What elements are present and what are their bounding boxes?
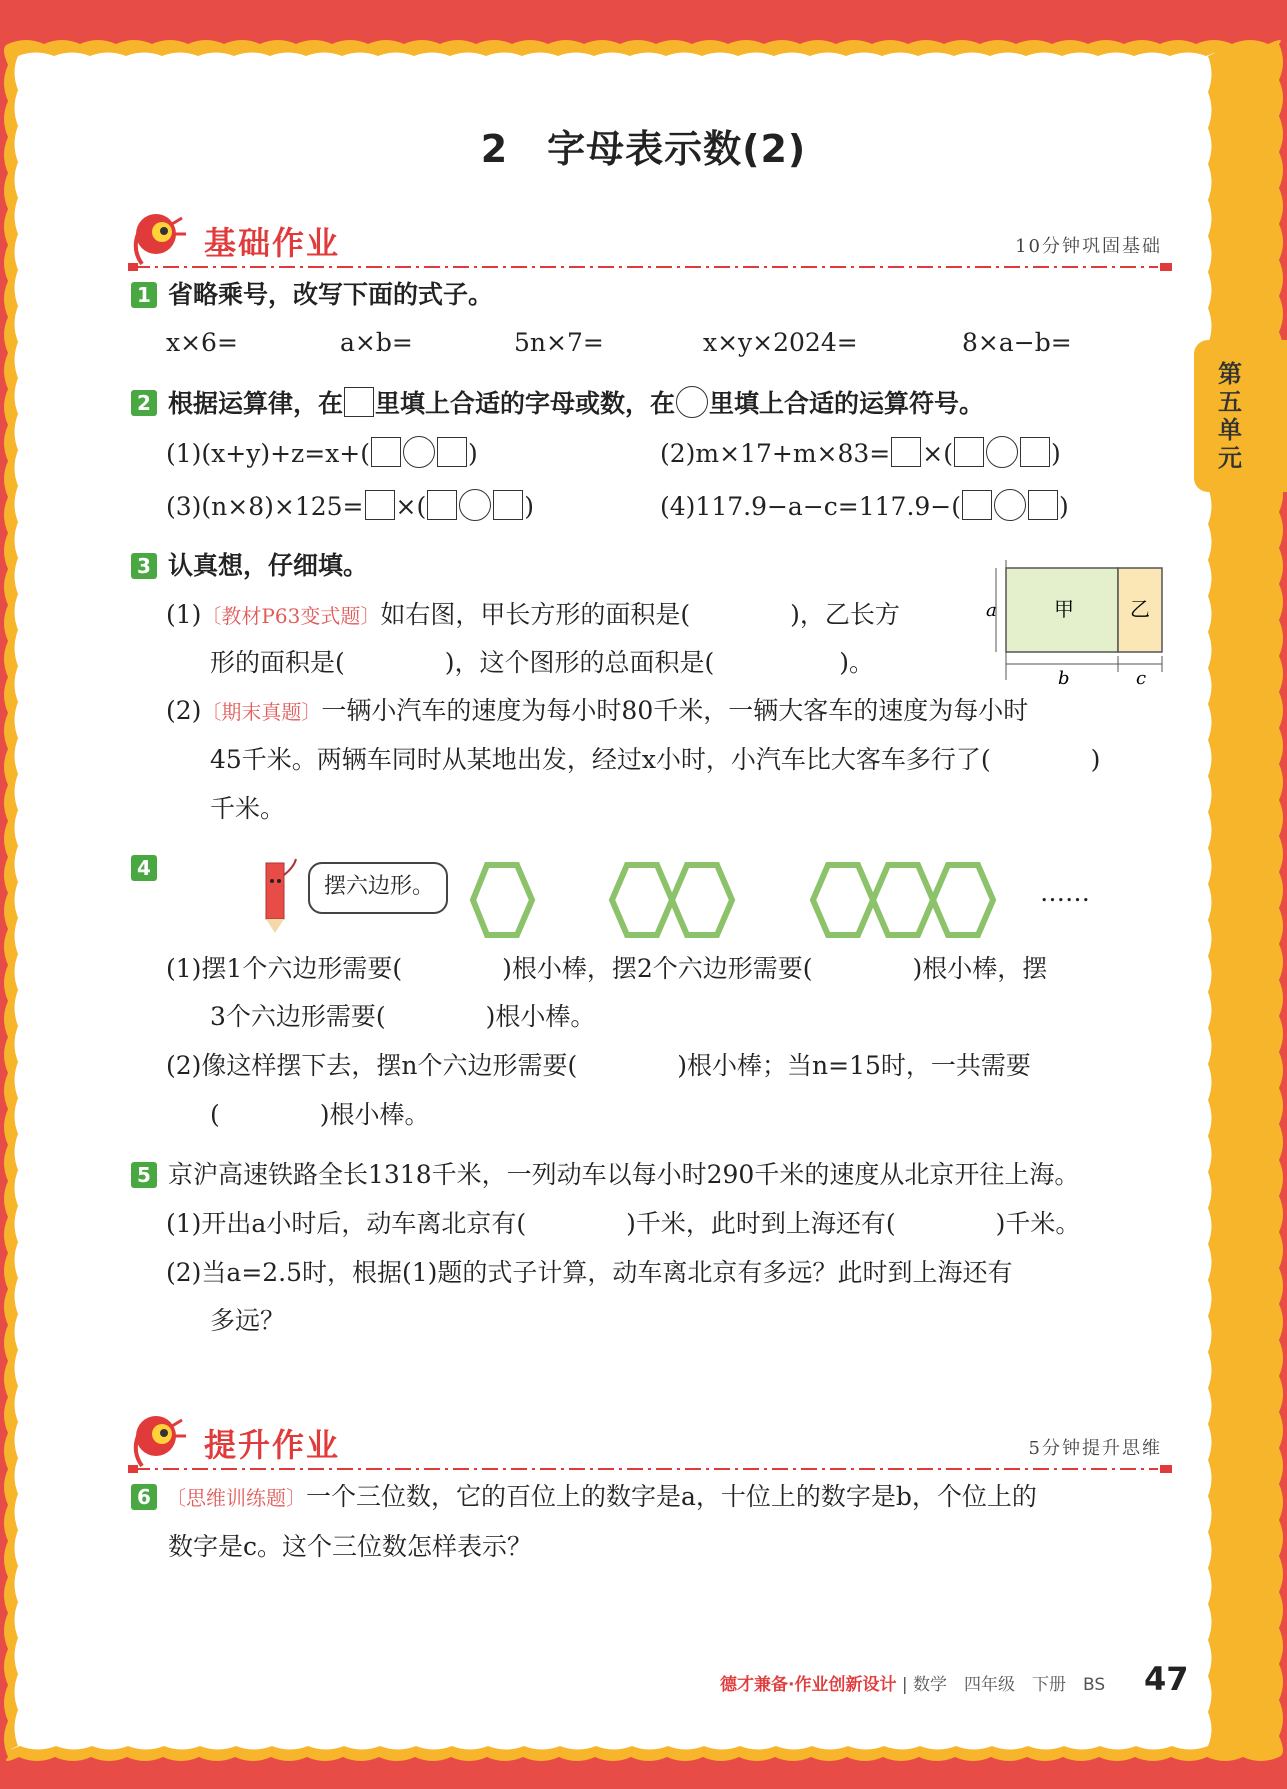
operator-circle[interactable] <box>403 436 435 468</box>
answer-box[interactable] <box>371 437 401 467</box>
mascot-icon <box>128 1412 188 1470</box>
answer-box[interactable] <box>954 437 984 467</box>
section-divider <box>128 262 1174 272</box>
square-icon <box>344 387 374 417</box>
question-number-1: 1 <box>131 282 157 308</box>
q2-stem <box>168 386 984 421</box>
q1-item-3: 5n×7= <box>514 328 604 357</box>
section-advanced-title: 提升作业 <box>204 1426 341 1464</box>
q3-part-2-cont: 45千米。两辆车同时从某地出发，经过x小时，小汽车比大客车多行了( ) <box>210 745 1101 774</box>
section-advanced-subtitle: 5分钟提升思维 <box>1028 1438 1162 1459</box>
footer <box>720 1670 1105 1695</box>
q2-part-3: (3)(n×8)×125= ×( ) <box>166 489 534 524</box>
section-divider <box>128 1464 1174 1474</box>
q4-part-1: (1)摆1个六边形需要( )根小棒，摆2个六边形需要( )根小棒，摆 <box>166 954 1048 983</box>
q1-item-5: 8×a−b= <box>962 328 1072 357</box>
speech-bubble <box>308 862 448 914</box>
speech-bubble-text: 摆六边形。 <box>324 874 435 899</box>
q1-stem: 省略乘号，改写下面的式子。 <box>168 280 494 309</box>
q4-ellipsis: …… <box>1040 878 1090 907</box>
footer-brand: 德才兼备·作业创新设计 <box>720 1675 897 1695</box>
operator-circle[interactable] <box>986 436 1018 468</box>
q3-part-2-cont2: 千米。 <box>210 794 286 823</box>
hexagon-sticks-figure <box>460 845 1020 955</box>
section-basic-subtitle: 10分钟巩固基础 <box>1015 236 1162 257</box>
label-jia: 甲 <box>1054 597 1074 621</box>
answer-box[interactable] <box>891 437 921 467</box>
q5-part-2: (2)当a=2.5时，根据(1)题的式子计算，动车离北京有多远？此时到上海还有 <box>166 1258 1013 1287</box>
section-advanced-header <box>128 1412 1174 1472</box>
q2-stem-c: 里填上合适的运算符号。 <box>709 389 985 418</box>
question-number-2: 2 <box>131 390 157 416</box>
q5-part-1: (1)开出a小时后，动车离北京有( )千米，此时到上海还有( )千米。 <box>166 1209 1081 1238</box>
label-a: a <box>986 600 997 621</box>
question-number-3: 3 <box>131 553 157 579</box>
q6-text-cont: 数字是c。这个三位数怎样表示？ <box>168 1532 533 1561</box>
label-c: c <box>1136 668 1147 688</box>
q2-stem-b: 里填上合适的字母或数，在 <box>375 389 676 418</box>
q5-part-2-cont: 多远？ <box>210 1306 286 1335</box>
source-tag: 〔期末真题〕 <box>201 700 322 724</box>
answer-box[interactable] <box>493 490 523 520</box>
pencil-mascot-icon <box>252 855 300 935</box>
q3-part-1-cont: 形的面积是( )，这个图形的总面积是( )。 <box>210 648 875 677</box>
operator-circle[interactable] <box>459 489 491 521</box>
page-number: 47 <box>1144 1660 1189 1698</box>
q4-part-2: (2)像这样摆下去，摆n个六边形需要( )根小棒；当n=15时，一共需要 <box>166 1051 1031 1080</box>
q6-text: 〔思维训练题〕一个三位数，它的百位上的数字是a，十位上的数字是b，个位上的 <box>166 1482 1037 1511</box>
answer-box[interactable] <box>1020 437 1050 467</box>
operator-circle[interactable] <box>994 489 1026 521</box>
answer-box[interactable] <box>427 490 457 520</box>
q2-stem-a: 根据运算律，在 <box>168 389 344 418</box>
section-basic-header <box>128 210 1174 270</box>
q3-part-2: (2)〔期末真题〕一辆小汽车的速度为每小时80千米，一辆大客车的速度为每小时 <box>166 696 1029 725</box>
source-tag: 〔教材P63变式题〕 <box>201 604 381 628</box>
q4-part-1-cont: 3个六边形需要( )根小棒。 <box>210 1002 596 1031</box>
unit-tab <box>1194 340 1287 492</box>
section-basic-title: 基础作业 <box>204 224 341 262</box>
page-title: 2 字母表示数(2) <box>480 127 807 171</box>
q2-part-1: (1)(x+y)+z=x+( ) <box>166 436 478 471</box>
rectangle-figure <box>978 560 1178 688</box>
question-number-5: 5 <box>131 1162 157 1188</box>
answer-box[interactable] <box>365 490 395 520</box>
circle-icon <box>676 386 708 418</box>
mascot-icon <box>128 210 188 268</box>
q2-part-4: (4)117.9−a−c=117.9−( ) <box>660 489 1069 524</box>
q3-part-1: (1)〔教材P63变式题〕如右图，甲长方形的面积是( )，乙长方 <box>166 600 900 629</box>
question-number-6: 6 <box>131 1484 157 1510</box>
q1-item-4: x×y×2024= <box>703 328 858 357</box>
answer-box[interactable] <box>962 490 992 520</box>
label-b: b <box>1058 668 1070 688</box>
q1-item-1: x×6= <box>166 328 238 357</box>
footer-info: | 数学 四年级 下册 BS <box>901 1675 1106 1695</box>
answer-box[interactable] <box>437 437 467 467</box>
q2-part-2: (2)m×17+m×83= ×( ) <box>660 436 1061 471</box>
q3-stem: 认真想，仔细填。 <box>168 551 369 580</box>
unit-tab-label: 第五单元 <box>1218 360 1242 472</box>
q1-item-2: a×b= <box>340 328 413 357</box>
answer-box[interactable] <box>1028 490 1058 520</box>
source-tag: 〔思维训练题〕 <box>166 1486 306 1510</box>
label-yi: 乙 <box>1130 597 1150 621</box>
q4-part-2-cont: ( )根小棒。 <box>210 1100 430 1129</box>
q5-stem: 京沪高速铁路全长1318千米，一列动车以每小时290千米的速度从北京开往上海。 <box>168 1160 1080 1189</box>
question-number-4: 4 <box>131 855 157 881</box>
